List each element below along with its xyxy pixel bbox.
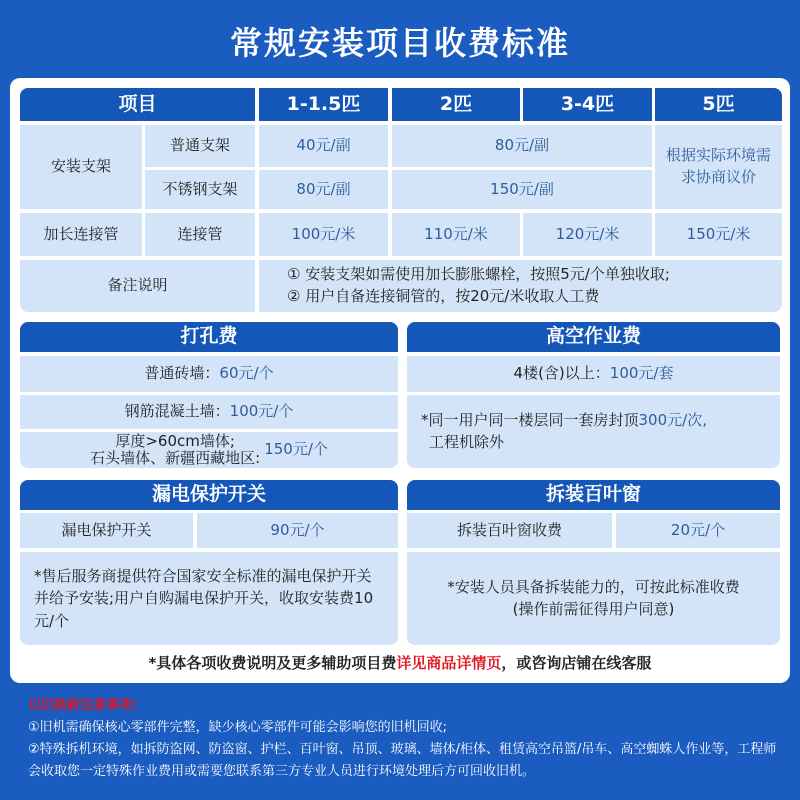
header-1-1.5hp: 1-1.5匹 [259, 88, 388, 121]
notes-line-2: ② 用户自备连接铜管的，按20元/米收取人工费 [287, 287, 600, 305]
blinds-label: 拆装百叶窗收费 [407, 513, 612, 548]
breaker-label: 漏电保护开关 [20, 513, 193, 548]
price: 100元/套 [609, 364, 674, 383]
note-1: *安装人员具备拆装能力的，可按此标准收费 [447, 577, 740, 596]
height-row [407, 356, 780, 392]
height-note [407, 395, 780, 468]
normal-bracket-price-1: 40元/副 [259, 125, 388, 167]
height-title: 高空作业费 [407, 322, 780, 352]
bracket-price-5hp: 根据实际环境需求协商议价 [655, 125, 782, 209]
label: 普通砖墙： [144, 364, 220, 383]
blinds-note [407, 552, 780, 645]
normal-bracket-price-2: 80元/副 [392, 125, 652, 167]
bottom-note-a: *具体各项收费说明及更多辅助项目费 [148, 654, 397, 672]
blinds-price: 20元/个 [616, 513, 780, 548]
bottom-note [10, 652, 790, 673]
steel-bracket-price-1: 80元/副 [259, 170, 388, 209]
page-title: 常规安装项目收费标准 [229, 24, 570, 62]
pipe-sub-label: 连接管 [145, 213, 255, 256]
drill-row-concrete [20, 395, 398, 429]
trade-in-line-2: ②特殊拆机环境，如拆防盗网、防盗窗、护栏、百叶窗、吊顶、玻璃、墙体/柜体、租赁高空吊篮/吊车、高空蜘蛛人作业等，工程师会收取您一定特殊作业费用或需要您联系第三方专业人员进行环境处理后方可回收旧机。 [28, 742, 777, 779]
steel-bracket-price-2: 150元/副 [392, 170, 652, 209]
notes-line-1: ① 安装支架如需使用加长膨胀螺栓，按照5元/个单独收取; [287, 265, 670, 284]
breaker-title: 漏电保护开关 [20, 480, 398, 510]
price: 60元/个 [219, 364, 274, 383]
drill-title: 打孔费 [20, 322, 398, 352]
note-price: 300元/次, [638, 410, 707, 429]
pipe-price-2: 110元/米 [392, 213, 520, 256]
label: 钢筋混凝土墙： [124, 402, 230, 421]
drill-row-brick [20, 356, 398, 392]
bracket-label: 安装支架 [20, 125, 142, 209]
normal-bracket-label: 普通支架 [145, 125, 255, 167]
drill-row-thick [20, 432, 398, 468]
notes-content [259, 260, 782, 312]
breaker-price: 90元/个 [197, 513, 398, 548]
label-2: 石头墙体、新疆西藏地区: [90, 449, 261, 467]
blinds-title: 拆装百叶窗 [407, 480, 780, 510]
note-2: 工程机除外 [429, 432, 505, 451]
trade-in-title: 以旧换新注意事项: [28, 698, 138, 713]
price: 150元/个 [264, 440, 328, 459]
breaker-note: *售后服务商提供符合国家安全标准的漏电保护开关并给予安装;用户自购漏电保护开关，收取安装费10元/个 [20, 552, 398, 645]
label: 4楼(含)以上： [513, 364, 610, 383]
header-5hp: 5匹 [655, 88, 782, 121]
pipe-label: 加长连接管 [20, 213, 142, 256]
pipe-price-4: 150元/米 [655, 213, 782, 256]
note: *同一用户同一楼层同一套房封顶 [421, 410, 639, 429]
bottom-note-c: ，或咨询店铺在线客服 [501, 654, 652, 672]
details-link[interactable]: 详见商品详情页 [396, 654, 502, 672]
steel-bracket-label: 不锈钢支架 [145, 170, 255, 209]
notes-label: 备注说明 [20, 260, 255, 312]
pipe-price-1: 100元/米 [259, 213, 388, 256]
header-3-4hp: 3-4匹 [523, 88, 652, 121]
header-item: 项目 [20, 88, 255, 121]
header-2hp: 2匹 [392, 88, 520, 121]
price: 100元/个 [229, 402, 294, 421]
pipe-price-3: 120元/米 [523, 213, 652, 256]
trade-in-line-1: ①旧机需确保核心零部件完整，缺少核心零部件可能会影响您的旧机回收; [28, 720, 448, 735]
note-2: (操作前需征得用户同意) [512, 599, 675, 618]
label-1: 厚度>60cm墙体; [115, 431, 235, 450]
